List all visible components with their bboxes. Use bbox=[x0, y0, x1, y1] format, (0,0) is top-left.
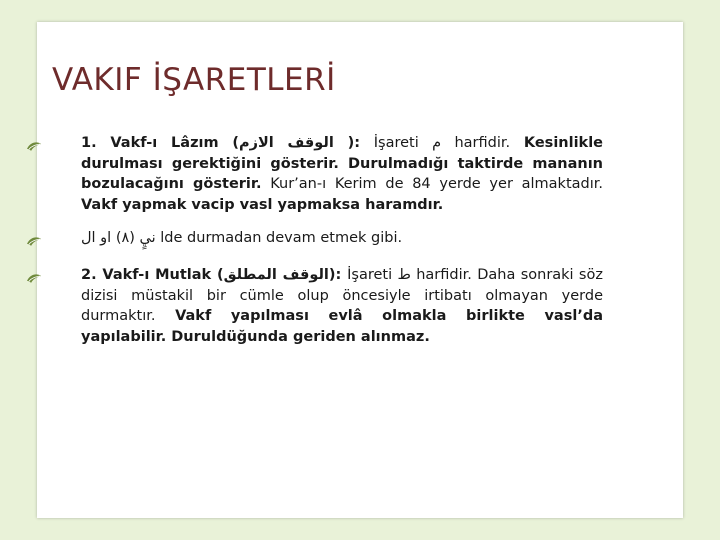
arabic-letter-mim: م bbox=[432, 135, 442, 151]
isareti-label: İşareti bbox=[373, 135, 433, 151]
vakf-lazim-heading: 1. Vakf-ı Lâzım ( bbox=[81, 135, 239, 151]
leaf-bullet-icon bbox=[26, 141, 42, 152]
arabic-letter-ta: ط bbox=[397, 267, 411, 283]
isareti-label: İşareti bbox=[347, 267, 398, 283]
vakf-mutlak-rule: Vakf yapılması evlâ olmakla birlikte vasl’da yapılabilir. Duruldüğunda geriden alınmaz. bbox=[81, 308, 603, 345]
bullet-example bbox=[81, 228, 603, 249]
arabic-example: نيٍ (٨) او ال bbox=[81, 230, 156, 246]
arabic-vakf-mutlak: الوقف المطلق bbox=[223, 267, 329, 283]
bullet-vakf-mutlak bbox=[81, 265, 603, 347]
vakf-mutlak-description: Daha sonraki söz dizisi müstakil bir cümle olup öncesiyle irtibatı olmayan yerde durmaktır. bbox=[81, 267, 603, 324]
vakf-mutlak-heading: 2. Vakf-ı Mutlak ( bbox=[81, 267, 224, 283]
leaf-bullet-icon bbox=[26, 273, 42, 284]
vakf-lazim-rule: Vakf yapmak vacip vasl yapmaksa haramdır. bbox=[81, 196, 444, 213]
heading-colon: ): bbox=[328, 267, 348, 283]
leaf-bullet-icon bbox=[26, 236, 42, 247]
bullet-vakf-lazim bbox=[81, 133, 603, 215]
heading-colon: ): bbox=[333, 135, 374, 151]
arabic-vakf-lazim: الوقف الازم bbox=[239, 135, 334, 151]
harfidir-text: harfidir. bbox=[441, 135, 511, 151]
example-text: lde durmadan devam etmek gibi. bbox=[155, 230, 403, 246]
vakf-lazim-count: Kur’an-ı Kerim de 84 yerde yer almaktadır. bbox=[261, 176, 603, 192]
vakf-lazim-description: Kesinlikle durulması gerektiğini gösterir. Durulmadığı taktirde mananın bozulacağını gösterir. bbox=[81, 135, 603, 192]
slide-title: VAKIF İŞARETLERİ bbox=[52, 62, 336, 98]
harfidir-text: harfidir. bbox=[410, 267, 472, 283]
